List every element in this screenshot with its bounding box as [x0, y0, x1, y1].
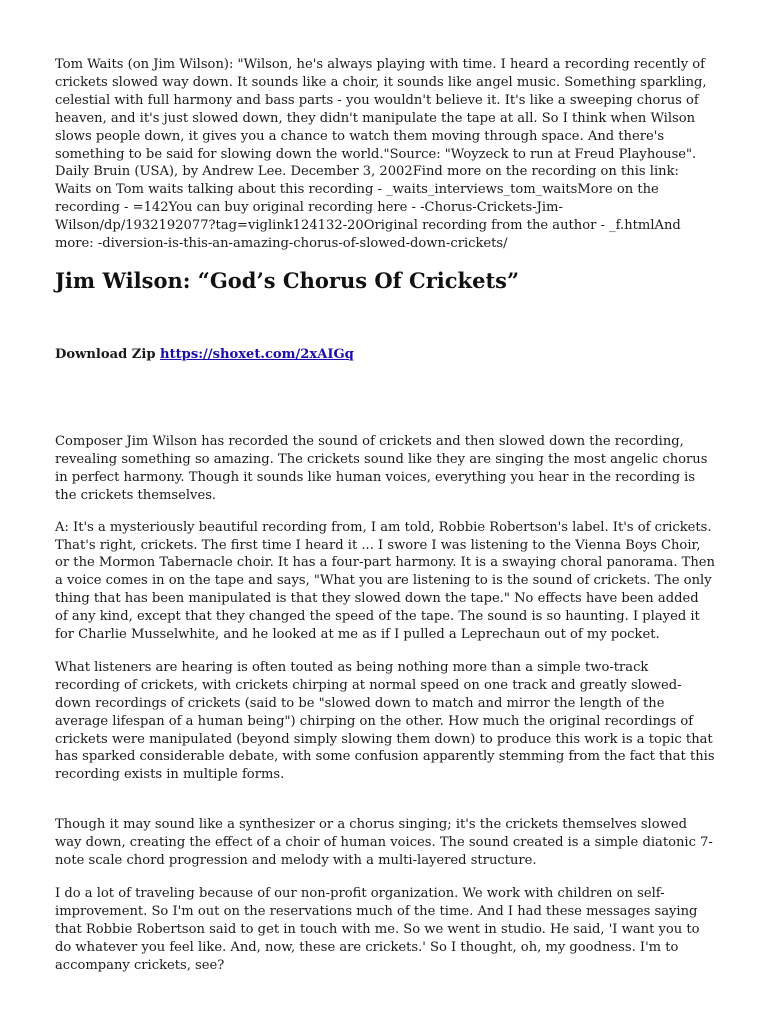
body-paragraph: What listeners are hearing is often touted as being nothing more than a simple two-track recording of crickets, with crickets chirping at normal speed on one track and greatly slowed-down recordings of crickets (said to be "slowed down to match and mirror the length of the average lifespan of a human being") chirping on the other. How much the original recordings of crickets were manipulated (beyond simply slowing them down) to produce this work is a topic that has sparked considerable debate, with some confusion apparently stemming from the fact that this recording exists in multiple forms.: [55, 659, 715, 783]
intro-paragraph: Tom Waits (on Jim Wilson): "Wilson, he's always playing with time. I heard a recording recently of crickets slowed way down. It sounds like a choir, it sounds like angel music. Something sparkling, celestial with full harmony and bass parts - you wouldn't believe it. It's like a sweeping chorus of heaven, and it's just slowed down, they didn't manipulate the tape at all. So I think when Wilson slows people down, it gives you a chance to watch them moving through space. And there's something to be said for slowing down the world."Source: "Woyzeck to run at Freud Playhouse". Daily Bruin (USA), by Andrew Lee. December 3, 2002Find more on the recording on this link: Waits on Tom waits talking about this recording - _waits_interviews_tom_waitsMore on the recording - =142You can buy original recording here - -Chorus-Crickets-Jim-Wilson/dp/1932192077?tag=viglink124132-20Original recording from the author - _f.htmlAnd more: -diversion-is-this-an-amazing-chorus-of-slowed-down-crickets/: [55, 57, 707, 252]
article-title: Jim Wilson: “God’s Chorus Of Crickets”: [55, 267, 520, 293]
document-page: [55, 56, 715, 975]
download-link[interactable]: https://shoxet.com/2xAIGq: [160, 346, 354, 362]
body-paragraph: I do a lot of traveling because of our non-profit organization. We work with children on self-improvement. So I'm out on the reservations much of the time. And I had these messages saying that Robbie Robertson said to get in touch with me. So we went in studio. He said, 'I want you to do whatever you feel like. And, now, these are crickets.' So I thought, oh, my goodness. I'm to accompany crickets, see?: [55, 886, 700, 973]
body-paragraph: Composer Jim Wilson has recorded the sound of crickets and then slowed down the recording, revealing something so amazing. The crickets sound like they are singing the most angelic chorus in perfect harmony. Though it sounds like human voices, everything you hear in the recording is the crickets themselves.: [55, 433, 708, 503]
download-label: Download Zip: [55, 346, 156, 362]
body-paragraph: A: It's a mysteriously beautiful recording from, I am told, Robbie Robertson's label. It's of crickets. That's right, crickets. The first time I heard it ... I swore I was listening to the Vienna Boys Choir, or the Mormon Tabernacle choir. It has a four-part harmony. It is a swaying choral panorama. Then a voice comes in on the tape and says, "What you are listening to is the sound of crickets. The only thing that has been manipulated is that they slowed down the tape." No effects have been added of any kind, except that they changed the speed of the tape. The sound is so haunting. I played it for Charlie Musselwhite, and he looked at me as if I pulled a Leprechaun out of my pocket.: [55, 519, 715, 643]
download-line: [55, 345, 715, 364]
body-paragraph: Though it may sound like a synthesizer or a chorus singing; it's the crickets themselves slowed way down, creating the effect of a choir of human voices. The sound created is a simple diatonic 7-note scale chord progression and melody with a multi-layered structure.: [55, 817, 713, 869]
